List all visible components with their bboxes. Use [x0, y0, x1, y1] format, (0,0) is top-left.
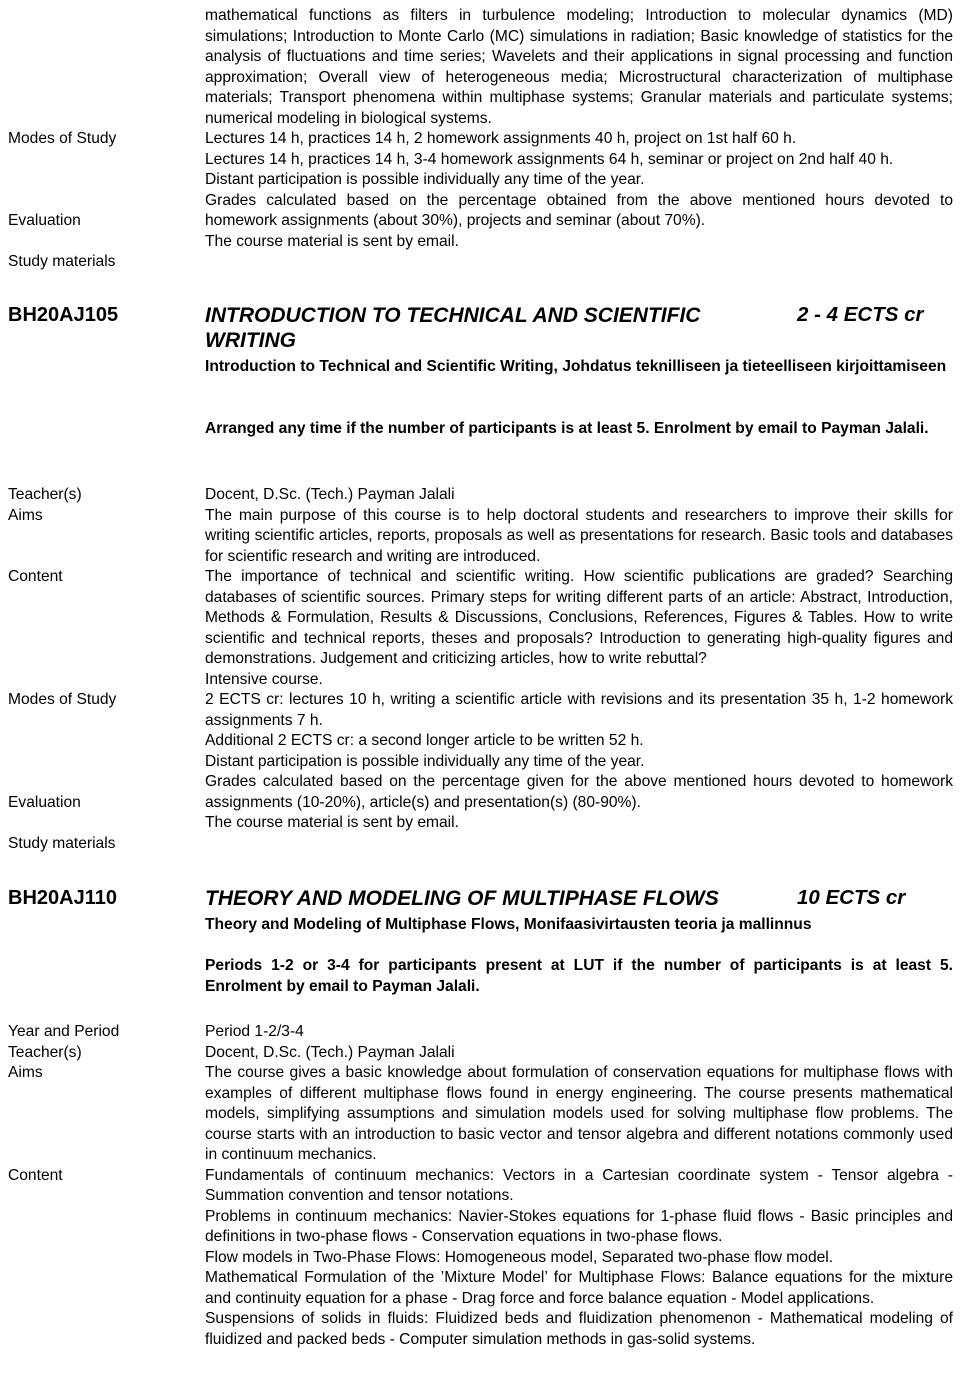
content-item: Suspensions of solids in fluids: Fluidized beds and fluidization phenomenon - Mathematical modeling of fluidized and packed beds - Computer simulation methods in gas-solid systems. [205, 1310, 953, 1348]
study-materials-text: The course material is sent by email. [205, 814, 459, 831]
teachers-text: Docent, D.Sc. (Tech.) Payman Jalali [205, 486, 455, 503]
label-teachers: Teacher(s) [8, 1044, 82, 1061]
label-study-materials: Study materials [8, 253, 116, 270]
course-ects: 2 - 4 ECTS cr [797, 303, 924, 326]
modes-line: Distant participation is possible individually any time of the year. [205, 171, 645, 188]
course-arrangement: Arranged any time if the number of participants is at least 5. Enrolment by email to Payman Jalali. [205, 420, 929, 437]
label-evaluation: Evaluation [8, 794, 81, 811]
label-content: Content [8, 568, 63, 585]
label-teachers: Teacher(s) [8, 486, 82, 503]
label-aims: Aims [8, 1064, 43, 1081]
modes-line: Additional 2 ECTS cr: a second longer article to be written 52 h. [205, 732, 644, 749]
label-content: Content [8, 1167, 63, 1184]
content-text: The importance of technical and scientific writing. How scientific publications are graded? Searching databases of scientific sources. Primary steps for writing different parts of an article: Abstract, Introduction, Methods & Formulation, Results & Discussions, Conclusions, References, Figures & Tables. How to write scientific and technical reports, theses and proposals? Introduction to generating high-quality figures and demonstrations. Judgement and criticizing articles, how to write rebuttal? [205, 568, 953, 667]
content-item: Flow models in Two-Phase Flows: Homogeneous model, Separated two-phase flow model. [205, 1248, 834, 1266]
modes-line: Lectures 14 h, practices 14 h, 3-4 homework assignments 64 h, seminar or project on 2nd half 40 h. [205, 150, 894, 168]
course-full-name: Introduction to Technical and Scientific Writing, Johdatus teknilliseen ja tieteelliseen kirjoittamiseen [205, 358, 947, 375]
content-continued: mathematical functions as filters in turbulence modeling; Introduction to molecular dynamics (MD) simulations; Introduction to Monte Carlo (MC) simulations in radiation; Basic knowledge of statistics for the analysis of fluctuations and time series; Wavelets and their applications in signal processing and function approximation; Overall view of heterogeneous media; Microstructural characterization of multiphase materials; Transport phenomena within multiphase systems; Granular materials and particulate systems; numerical modeling in biological systems. [205, 7, 953, 127]
aims-text: The course gives a basic knowledge about formulation of conservation equations for multiphase flows with examples of different multiphase flows found in energy engineering. The course presents mathematical models, simplifying assumptions and simulation models used for solving multiphase flow problems. The course starts with an introduction to basic vector and tensor algebra and different notations commonly used in continuum mechanics. [205, 1064, 953, 1163]
label-aims: Aims [8, 507, 43, 524]
label-study-materials: Study materials [8, 835, 116, 852]
label-modes-of-study: Modes of Study [8, 130, 117, 147]
label-year-and-period: Year and Period [8, 1023, 120, 1040]
course-ects: 10 ECTS cr [797, 886, 906, 909]
evaluation-text: Grades calculated based on the percentage obtained from the above mentioned hours devoted to homework assignments (about 30%), projects and seminar (about 70%). [205, 191, 953, 229]
course-title: INTRODUCTION TO TECHNICAL AND SCIENTIFIC WRITING [205, 304, 701, 352]
course-code: BH20AJ105 [8, 304, 119, 326]
period-text: Period 1-2/3-4 [205, 1023, 304, 1040]
course-arrangement: Periods 1-2 or 3-4 for participants present at LUT if the number of participants is at least 5. Enrolment by email to Payman Jalali. [205, 957, 953, 995]
teachers-text: Docent, D.Sc. (Tech.) Payman Jalali [205, 1043, 455, 1061]
course-code: BH20AJ110 [8, 887, 117, 909]
content-item: Problems in continuum mechanics: Navier-Stokes equations for 1-phase fluid flows - Basic principles and definitions in two-phase flows - Conservation equations in two-phase flows. [205, 1207, 953, 1245]
content-item: Fundamentals of continuum mechanics: Vectors in a Cartesian coordinate system - Tensor algebra - Summation convention and tensor notations. [205, 1166, 953, 1204]
course-title: THEORY AND MODELING OF MULTIPHASE FLOWS [205, 887, 719, 910]
aims-text: The main purpose of this course is to help doctoral students and researchers to improve their skills for writing scientific articles, reports, proposals as well as presentations for research. Basic tools and databases for scientific research and writing are introduced. [205, 506, 953, 565]
course-full-name: Theory and Modeling of Multiphase Flows, Monifaasivirtausten teoria ja mallinnus [205, 916, 812, 933]
modes-line: Distant participation is possible individually any time of the year. [205, 752, 645, 770]
label-evaluation: Evaluation [8, 212, 81, 229]
study-materials-text: The course material is sent by email. [205, 232, 459, 250]
modes-line: 2 ECTS cr: lectures 10 h, writing a scientific article with revisions and its presentation 35 h, 1-2 homework assignments 7 h. [205, 691, 953, 729]
evaluation-text: Grades calculated based on the percentage given for the above mentioned hours devoted to homework assignments (10-20%), article(s) and presentation(s) (80-90%). [205, 773, 953, 811]
content-item: Mathematical Formulation of the ’Mixture Model’ for Multiphase Flows: Balance equations for the mixture and continuity equation for a phase - Drag force and force balance equation - Model applications. [205, 1269, 953, 1307]
modes-line: Lectures 14 h, practices 14 h, 2 homework assignments 40 h, project on 1st half 60 h. [205, 130, 797, 147]
modes-line: Intensive course. [205, 670, 323, 688]
label-modes-of-study: Modes of Study [8, 691, 117, 708]
